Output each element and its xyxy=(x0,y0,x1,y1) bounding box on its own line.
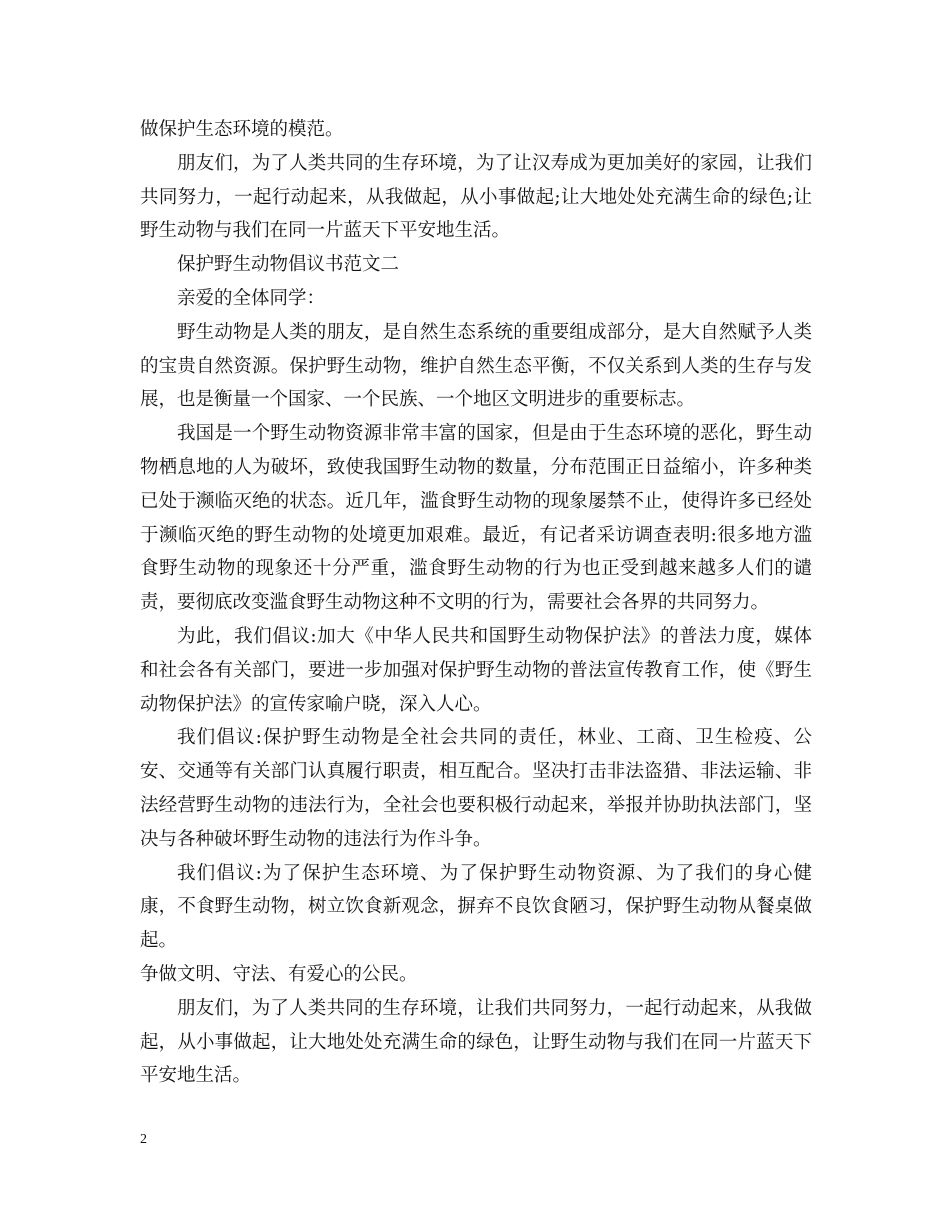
salutation: 亲爱的全体同学： xyxy=(177,287,326,309)
section-heading: 保护野生动物倡议书范文二 xyxy=(177,254,400,276)
paragraph-closing-call-1: 朋友们，为了人类共同的生存环境，为了让汉寿成为更加美好的家园，让我们共同努力，一起行动起来，从我做起，从小事做起;让大地处处充满生命的绿色;让野生动物与我们在同一片蓝天下平安地生活。 xyxy=(140,152,812,242)
paragraph-intro: 野生动物是人类的朋友，是自然生态系统的重要组成部分，是大自然赋予人类的宝贵自然资源。保护野生动物，维护自然生态平衡，不仅关系到人类的生存与发展，也是衡量一个国家、一个民族、一个地区文明进步的重要标志。 xyxy=(140,321,812,411)
paragraph-proposal-3: 我们倡议:为了保护生态环境、为了保护野生动物资源、为了我们的身心健康，不食野生动物，树立饮食新观念，摒弃不良饮食陋习，保护野生动物从餐桌做起。 xyxy=(140,862,812,952)
paragraph-closing-call-2: 朋友们，为了人类共同的生存环境，让我们共同努力，一起行动起来，从我做起，从小事做起，让大地处处充满生命的绿色，让野生动物与我们在同一片蓝天下平安地生活。 xyxy=(140,997,812,1087)
page-number: 2 xyxy=(140,1132,147,1147)
paragraph-proposal-1: 为此，我们倡议:加大《中华人民共和国野生动物保护法》的普法力度，媒体和社会各有关部门，要进一步加强对保护野生动物的普法宣传教育工作，使《野生动物保护法》的宣传家喻户晓，深入人心。 xyxy=(140,625,812,715)
paragraph-continuation: 做保护生态环境的模范。 xyxy=(140,119,344,140)
paragraph-citizen-line: 争做文明、守法、有爱心的公民。 xyxy=(140,963,418,985)
paragraph-proposal-2: 我们倡议:保护野生动物是全社会共同的责任，林业、工商、卫生检疫、公安、交通等有关部门认真履行职责，相互配合。坚决打击非法盗猎、非法运输、非法经营野生动物的违法行为，全社会也要积极行动起来，举报并协助执法部门，坚决与各种破坏野生动物的违法行为作斗争。 xyxy=(140,727,812,850)
paragraph-situation: 我国是一个野生动物资源非常丰富的国家，但是由于生态环境的恶化，野生动物栖息地的人为破坏，致使我国野生动物的数量，分布范围正日益缩小，许多种类已处于濒临灭绝的状态。近几年，滥食野生动物的现象屡禁不止，使得许多已经处于濒临灭绝的野生动物的处境更加艰难。最近，有记者采访调查表明:很多地方滥食野生动物的现象还十分严重，滥食野生动物的行为也正受到越来越多人们的谴责，要彻底改变滥食野生动物这种不文明的行为，需要社会各界的共同努力。 xyxy=(140,423,812,614)
document-body xyxy=(140,113,812,1093)
